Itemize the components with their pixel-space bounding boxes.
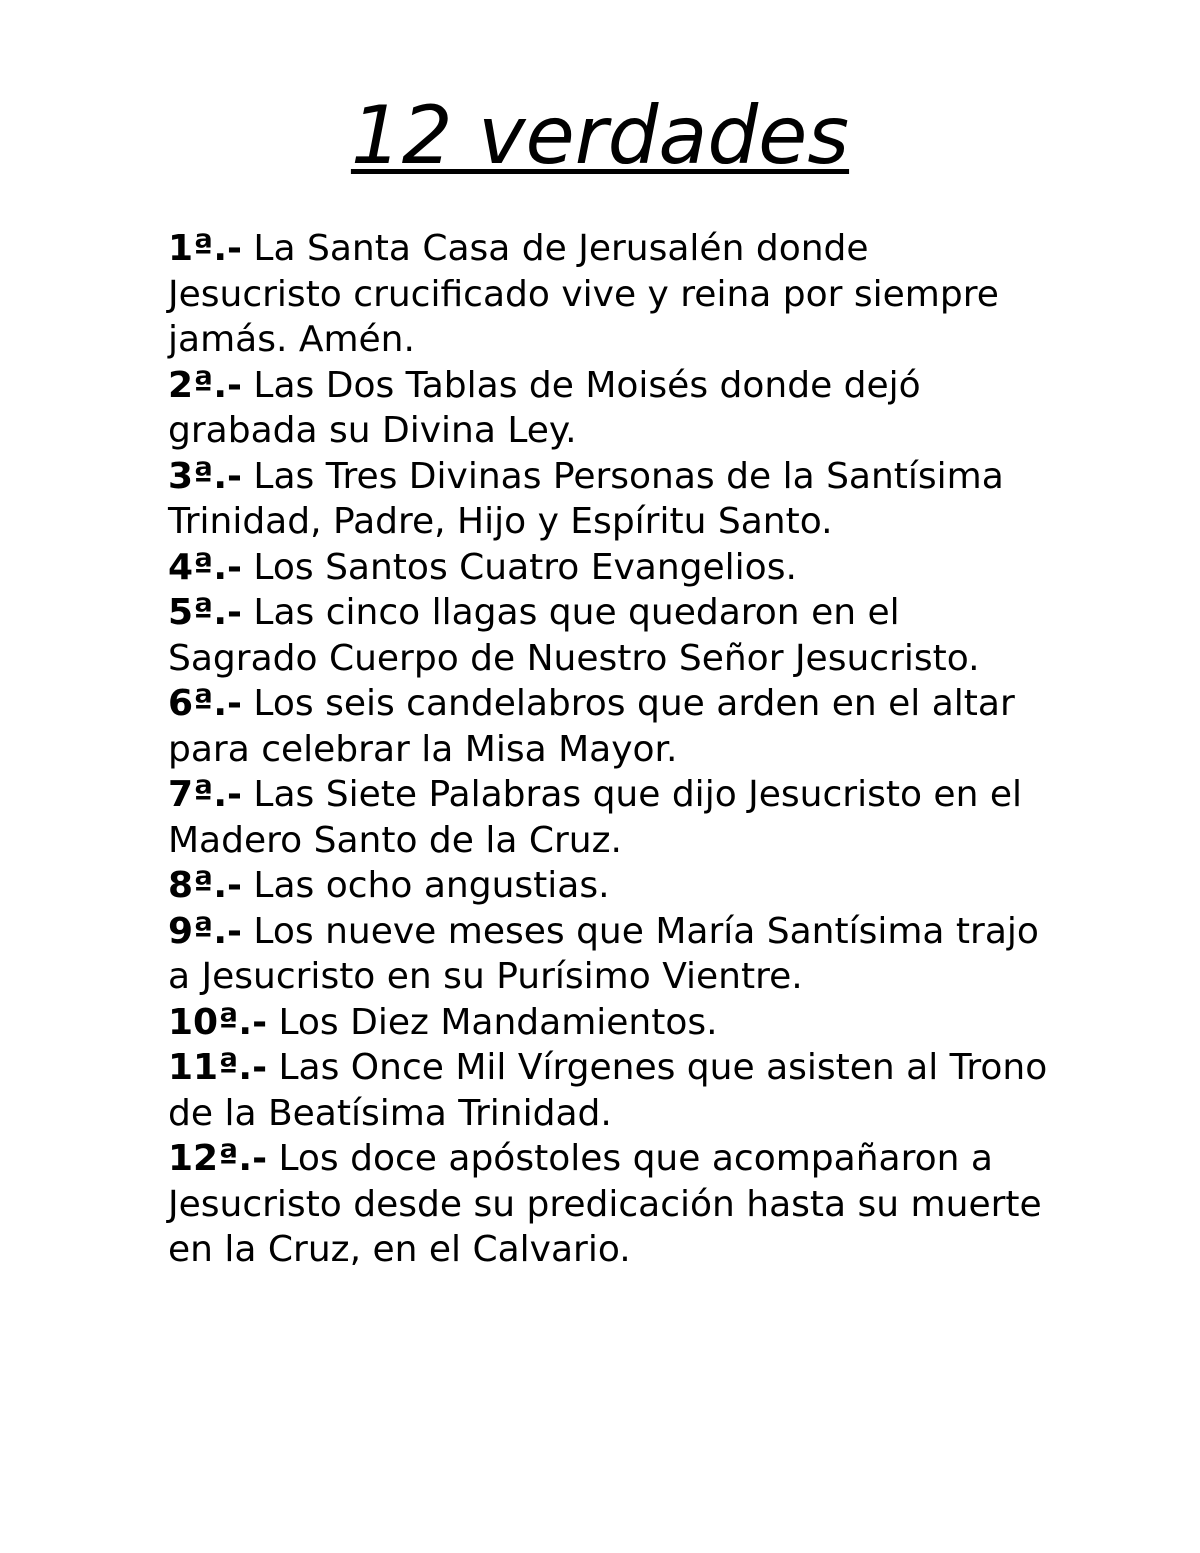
- item-text: Los Santos Cuatro Evangelios.: [253, 546, 797, 588]
- page-title: [0, 88, 1200, 184]
- item-number: 9ª.-: [168, 910, 242, 952]
- item-text: Los seis candelabros que arden en el altar para celebrar la Misa Mayor.: [168, 683, 1015, 770]
- item-text: La Santa Casa de Jerusalén donde Jesucristo crucificado vive y reina por siempre jamás. Amén.: [168, 228, 999, 360]
- truths-list: [168, 226, 1048, 1273]
- list-item: [168, 226, 1048, 363]
- item-number: 5ª.-: [168, 592, 242, 633]
- item-text: Los doce apóstoles que acompañaron a Jesucristo desde su predicación hasta su muerte en la Cruz, en el Calvario.: [168, 1138, 1042, 1270]
- item-text: Las Siete Palabras que dijo Jesucristo en el Madero Santo de la Cruz.: [168, 774, 1022, 861]
- item-number: 4ª.-: [168, 546, 242, 588]
- item-number: 1ª.-: [168, 228, 242, 269]
- item-number: 8ª.-: [168, 865, 242, 906]
- list-item: [168, 454, 1048, 545]
- list-item: [168, 1136, 1048, 1273]
- item-number: 10ª.-: [168, 1001, 268, 1043]
- item-text: Las cinco llagas que quedaron en el Sagrado Cuerpo de Nuestro Señor Jesucristo.: [168, 592, 980, 679]
- list-item: [168, 1045, 1048, 1136]
- item-number: 11ª.-: [168, 1047, 268, 1088]
- item-number: 3ª.-: [168, 455, 242, 497]
- list-item: [168, 909, 1048, 1000]
- list-item: [168, 681, 1048, 772]
- item-number: 7ª.-: [168, 774, 242, 815]
- item-text: Los Diez Mandamientos.: [278, 1001, 718, 1043]
- list-item: [168, 590, 1048, 681]
- list-item: [168, 1000, 1048, 1046]
- item-text: Las Once Mil Vírgenes que asisten al Trono de la Beatísima Trinidad.: [168, 1047, 1048, 1134]
- item-number: 12ª.-: [168, 1138, 268, 1179]
- item-text: Los nueve meses que María Santísima trajo a Jesucristo en su Purísimo Vientre.: [168, 910, 1039, 997]
- list-item: [168, 545, 1048, 591]
- page-title-text: 12 verdades: [350, 89, 850, 182]
- item-text: Las ocho angustias.: [253, 865, 610, 906]
- item-text: Las Tres Divinas Personas de la Santísima Trinidad, Padre, Hijo y Espíritu Santo.: [168, 455, 1004, 542]
- list-item: [168, 863, 1048, 909]
- list-item: [168, 772, 1048, 863]
- item-text: Las Dos Tablas de Moisés donde dejó grabada su Divina Ley.: [168, 364, 921, 451]
- item-number: 6ª.-: [168, 683, 242, 724]
- item-number: 2ª.-: [168, 364, 242, 406]
- list-item: [168, 363, 1048, 454]
